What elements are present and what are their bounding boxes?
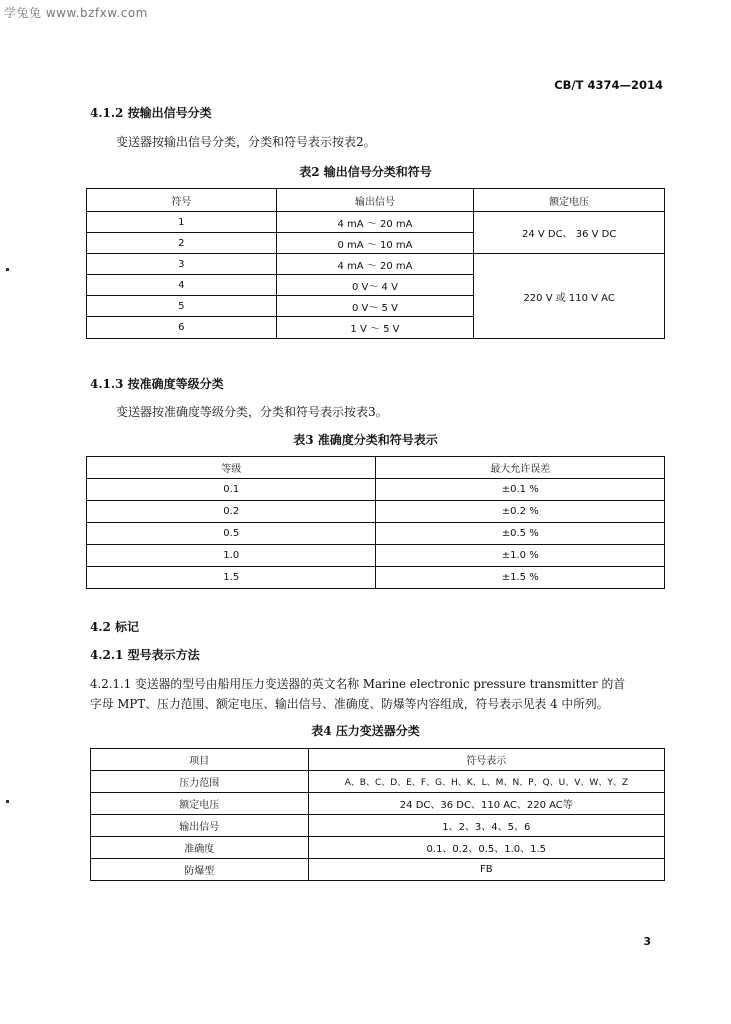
error-cell: ±0.2 % <box>376 501 665 523</box>
section-heading-4-2-1: 4.2.1 型号表示方法 <box>90 648 200 662</box>
item-cell: 准确度 <box>91 837 309 859</box>
table-header: 输出信号 <box>276 189 474 212</box>
grade-cell: 0.5 <box>87 523 376 545</box>
value-cell: 0.1、0.2、0.5、1.0、1.5 <box>308 837 664 859</box>
margin-mark <box>6 800 9 803</box>
standard-code: CB/T 4374—2014 <box>554 78 663 92</box>
section-heading-4-2: 4.2 标记 <box>90 620 140 634</box>
paragraph-line-2: 字母 MPT、压力范围、额定电压、输出信号、准确度、防爆等内容组成，符号表示见表 4 中所列。 <box>90 697 609 711</box>
grade-cell: 1.0 <box>87 545 376 567</box>
value-cell: 1、2、3、4、5、6 <box>308 815 664 837</box>
grade-cell: 1.5 <box>87 567 376 589</box>
table3 <box>86 456 665 589</box>
grade-cell: 0.1 <box>87 479 376 501</box>
watermark: 学兔兔 www.bzfxw.com <box>4 6 148 20</box>
table-header: 最大允许误差 <box>376 457 665 479</box>
section-text-4-1-2: 变送器按输出信号分类，分类和符号表示按表2。 <box>116 135 376 149</box>
symbol-cell: 4 <box>87 275 277 296</box>
grade-cell: 0.2 <box>87 501 376 523</box>
table-header: 符号表示 <box>308 749 664 771</box>
section-heading-4-1-3: 4.1.3 按准确度等级分类 <box>90 377 224 391</box>
signal-cell: 4 mA ～ 20 mA <box>276 254 474 275</box>
error-cell: ±0.1 % <box>376 479 665 501</box>
item-cell: 防爆型 <box>91 859 309 881</box>
symbol-cell: 3 <box>87 254 277 275</box>
section-text-4-1-3: 变送器按准确度等级分类，分类和符号表示按表3。 <box>116 405 388 419</box>
signal-cell: 0 V～ 5 V <box>276 296 474 317</box>
table-header: 符号 <box>87 189 277 212</box>
paragraph-line-1: 4.2.1.1 变送器的型号由船用压力变送器的英文名称 Marine electronic pressure transmitter 的首 <box>90 677 626 691</box>
error-cell: ±0.5 % <box>376 523 665 545</box>
table-header: 额定电压 <box>474 189 665 212</box>
signal-cell: 4 mA ～ 20 mA <box>276 212 474 233</box>
table-header: 项目 <box>91 749 309 771</box>
table4-caption: 表4 压力变送器分类 <box>311 724 420 738</box>
section-heading-4-1-2: 4.1.2 按输出信号分类 <box>90 106 212 120</box>
symbol-cell: 1 <box>87 212 277 233</box>
table4 <box>90 748 665 881</box>
margin-mark <box>6 268 9 271</box>
value-cell: FB <box>308 859 664 881</box>
symbol-cell: 2 <box>87 233 277 254</box>
table3-caption: 表3 准确度分类和符号表示 <box>293 433 438 447</box>
signal-cell: 1 V ～ 5 V <box>276 317 474 339</box>
symbol-cell: 5 <box>87 296 277 317</box>
value-cell: 24 DC、36 DC、110 AC、220 AC等 <box>308 793 664 815</box>
table2-caption: 表2 输出信号分类和符号 <box>299 165 432 179</box>
voltage-cell: 220 V 或 110 V AC <box>474 254 665 339</box>
error-cell: ±1.5 % <box>376 567 665 589</box>
item-cell: 额定电压 <box>91 793 309 815</box>
item-cell: 压力范围 <box>91 771 309 793</box>
page-number: 3 <box>643 935 651 948</box>
error-cell: ±1.0 % <box>376 545 665 567</box>
value-cell: A、B、C、D、E、F、G、H、K、L、M、N、P、Q、U、V、W、Y、Z <box>308 771 664 793</box>
symbol-cell: 6 <box>87 317 277 339</box>
signal-cell: 0 mA ～ 10 mA <box>276 233 474 254</box>
item-cell: 输出信号 <box>91 815 309 837</box>
signal-cell: 0 V～ 4 V <box>276 275 474 296</box>
table2 <box>86 188 665 339</box>
table-header: 等级 <box>87 457 376 479</box>
voltage-cell: 24 V DC、 36 V DC <box>474 212 665 254</box>
